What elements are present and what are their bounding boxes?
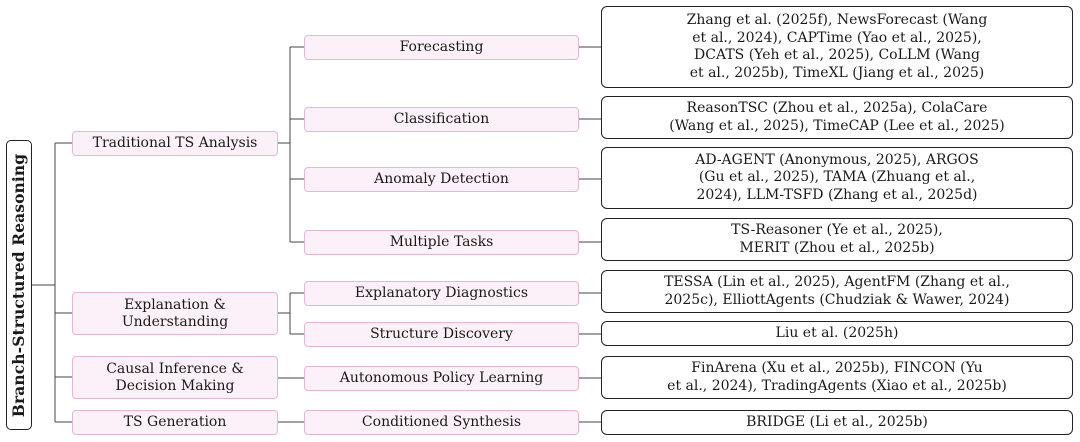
category-explanation-understanding: Explanation & Understanding (72, 292, 278, 335)
task-forecasting: Forecasting (304, 35, 579, 60)
task-multiple-tasks: Multiple Tasks (304, 230, 579, 255)
category-ts-generation: TS Generation (72, 410, 278, 435)
task-structure-discovery: Structure Discovery (304, 322, 579, 347)
task-anomaly-detection: Anomaly Detection (304, 167, 579, 192)
papers-forecasting: Zhang et al. (2025f), NewsForecast (Wang et al., 2024), CAPTime (Yao et al., 2025), DCATS (Yeh et al., 2025), CoLLM (Wang et al., 2025b), TimeXL (Jiang et al., 2025) (601, 6, 1073, 88)
task-classification: Classification (304, 107, 579, 132)
papers-multiple-tasks: TS-Reasoner (Ye et al., 2025), MERIT (Zhou et al., 2025b) (601, 218, 1073, 261)
task-autonomous-policy-learning: Autonomous Policy Learning (304, 366, 579, 391)
papers-conditioned-synthesis: BRIDGE (Li et al., 2025b) (601, 410, 1073, 435)
papers-structure-discovery: Liu et al. (2025h) (601, 321, 1073, 346)
papers-explanatory-diagnostics: TESSA (Lin et al., 2025), AgentFM (Zhang et al., 2025c), ElliottAgents (Chudziak & Wawer, 2024) (601, 270, 1073, 313)
papers-autonomous-policy-learning: FinArena (Xu et al., 2025b), FINCON (Yu et al., 2024), TradingAgents (Xiao et al., 2025b) (601, 356, 1073, 399)
task-explanatory-diagnostics: Explanatory Diagnostics (304, 281, 579, 306)
papers-classification: ReasonTSC (Zhou et al., 2025a), ColaCare (Wang et al., 2025), TimeCAP (Lee et al., 2025) (601, 96, 1073, 139)
root-label: Branch-Structured Reasoning (9, 153, 29, 417)
papers-anomaly-detection: AD-AGENT (Anonymous, 2025), ARGOS (Gu et al., 2025), TAMA (Zhuang et al., 2024), LLM-TSFD (Zhang et al., 2025d) (601, 147, 1073, 209)
root-node (6, 140, 32, 430)
category-traditional-ts-analysis: Traditional TS Analysis (72, 131, 278, 156)
task-conditioned-synthesis: Conditioned Synthesis (304, 410, 579, 435)
category-causal-inference-decision-making: Causal Inference & Decision Making (72, 356, 278, 399)
